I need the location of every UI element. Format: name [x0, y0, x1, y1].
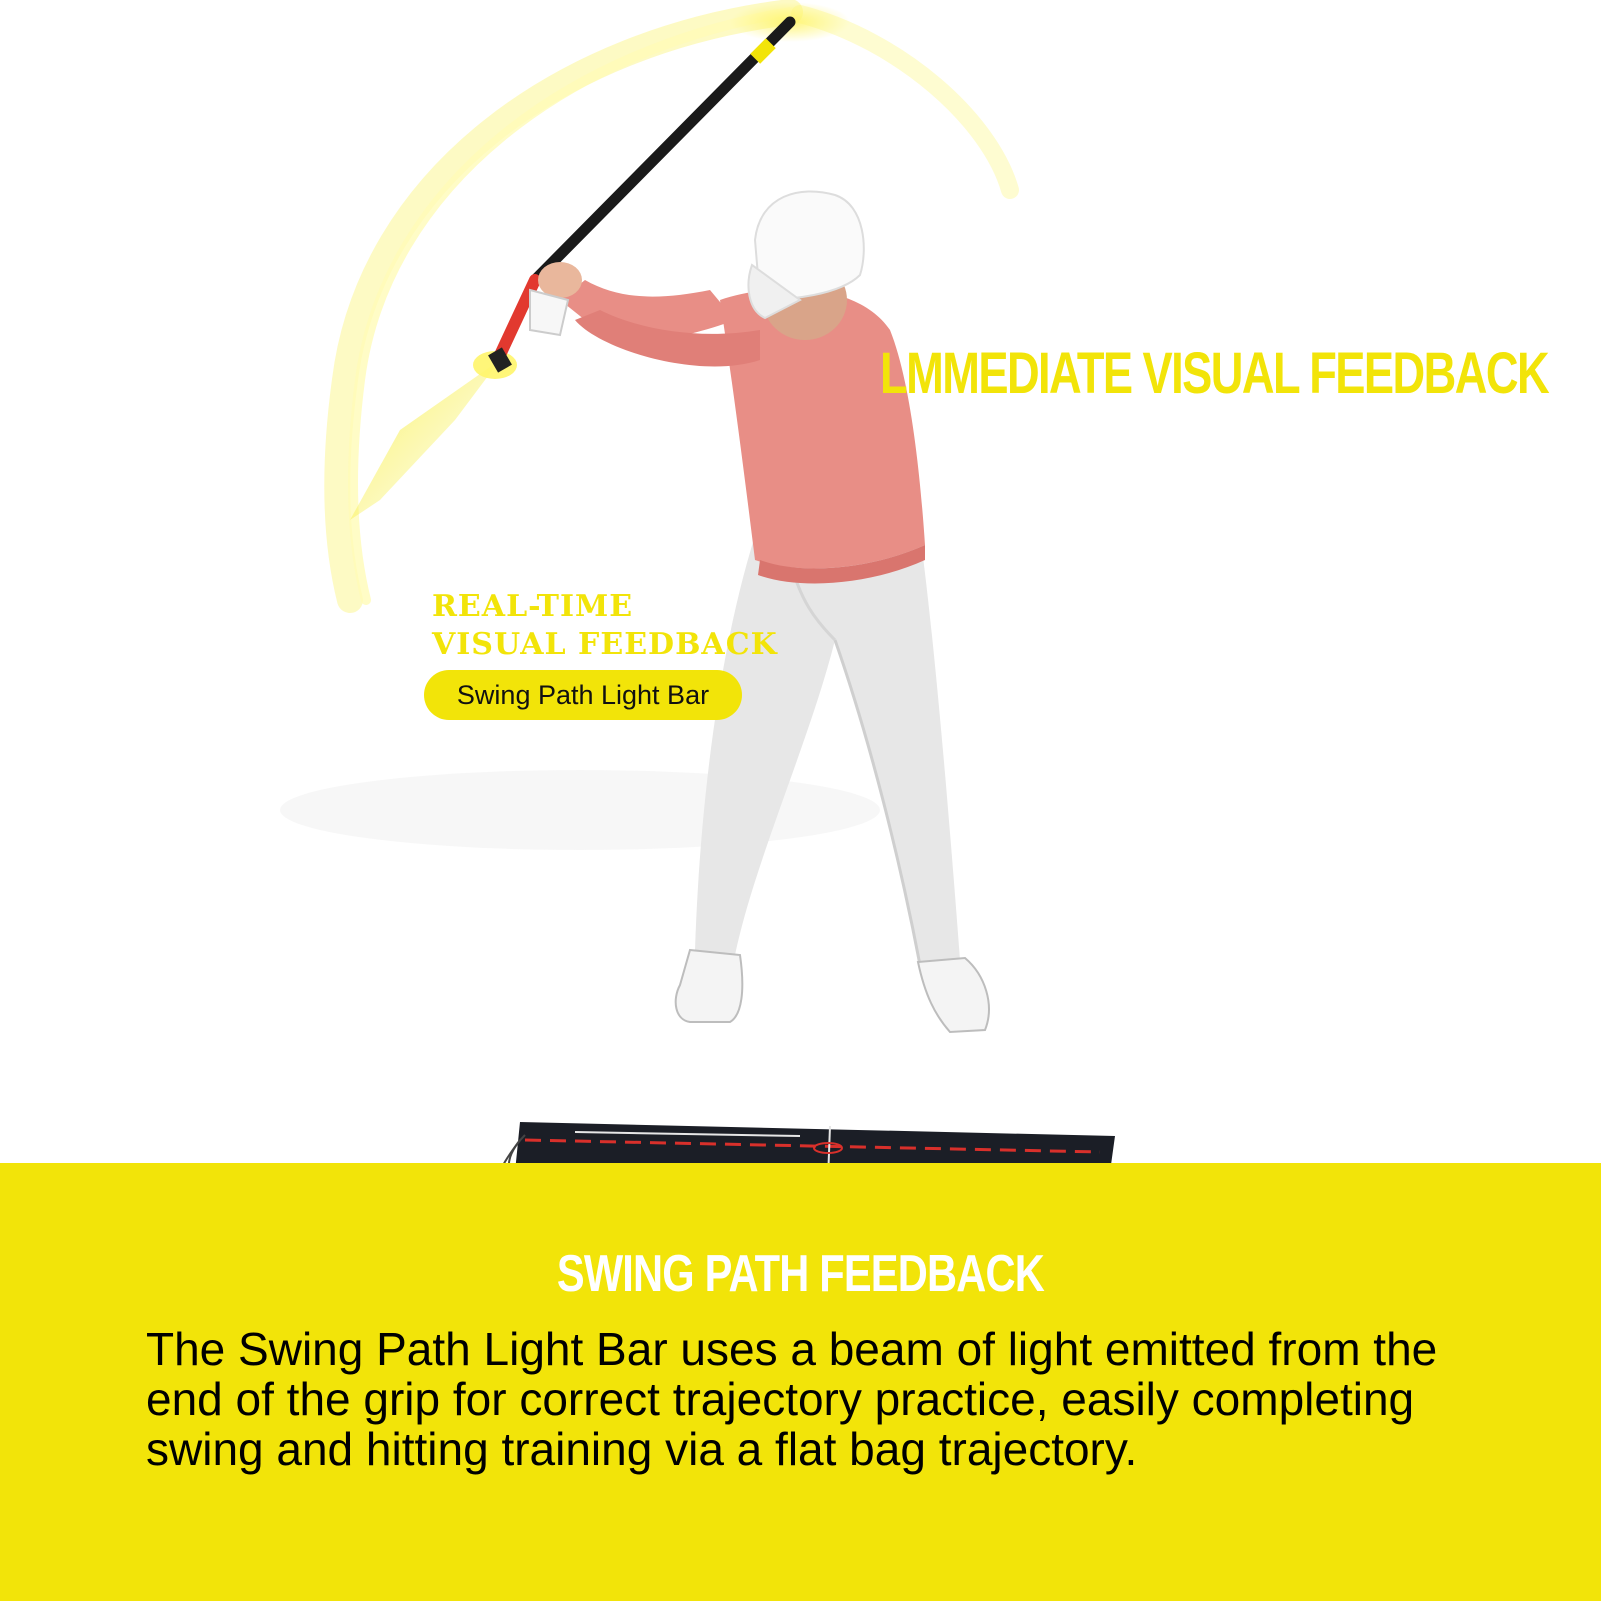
grip-light-beam: [350, 351, 517, 520]
golfer-shoes: [676, 950, 989, 1032]
realtime-line-2: VISUAL FEEDBACK: [432, 627, 778, 662]
realtime-feedback-headline: [432, 588, 778, 664]
section-title-text: SWING PATH FEEDBACK: [556, 1245, 1045, 1303]
immediate-feedback-headline: LMMEDIATE VISUAL FEEDBACK: [880, 341, 1549, 406]
product-description: The Swing Path Light Bar uses a beam of light emitted from the end of the grip for correct trajectory practice, easily completing swing and hitting training via a flat bag trajectory.: [146, 1323, 1438, 1475]
product-name-badge: Swing Path Light Bar: [424, 670, 742, 720]
section-title: [0, 1244, 1601, 1304]
golfer-sweater: [560, 280, 925, 583]
realtime-line-1: REAL-TIME: [432, 589, 634, 624]
golfer-pants: [695, 520, 960, 965]
